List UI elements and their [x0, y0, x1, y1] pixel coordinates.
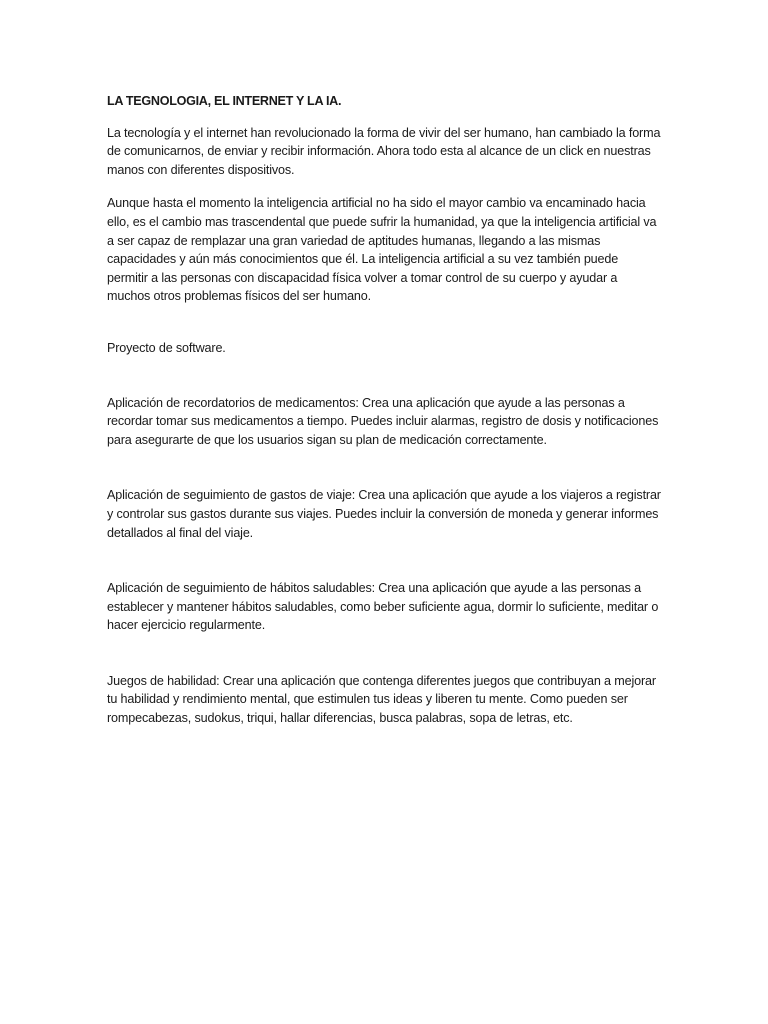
- document-page: [107, 92, 662, 728]
- intro-paragraph: La tecnología y el internet han revolucionado la forma de vivir del ser humano, han cambiado la forma de comunicarnos, de enviar y recibir información. Ahora todo esta al alcance de un click en nuestras manos con diferentes dispositivos.: [107, 125, 661, 177]
- ai-paragraph: Aunque hasta el momento la inteligencia artificial no ha sido el mayor cambio va encaminado hacia ello, es el cambio mas trascendental que puede sufrir la humanidad, ya que la inteligencia artificial va a ser capaz de remplazar una gran variedad de aptitudes humanas, llegando a las mismas capacidades y aún más conocimientos que él. La inteligencia artificial a su vez también puede permitir a las personas con discapacidad física volver a tomar control de su cuerpo y ayudar a muchos otros problemas físicos del ser humano.: [107, 196, 657, 304]
- project-item-skill-games: Juegos de habilidad: Crear una aplicación que contenga diferentes juegos que contribuyan a mejorar tu habilidad y rendimiento mental, que estimulen tus ideas y liberen tu mente. Como pueden ser rompecabezas, sudokus, triqui, hallar diferencias, busca palabras, sopa de letras, etc.: [107, 673, 656, 726]
- document-title: LA TEGNOLOGIA, EL INTERNET Y LA IA.: [107, 94, 342, 108]
- section-heading: Proyecto de software.: [107, 340, 226, 355]
- project-item-travel-expenses: Aplicación de seguimiento de gastos de viaje: Crea una aplicación que ayude a los viajeros a registrar y controlar sus gastos durante sus viajes. Puedes incluir la conversión de moneda y generar informes detallados al final del viaje.: [107, 488, 661, 540]
- project-item-medication: Aplicación de recordatorios de medicamentos: Crea una aplicación que ayude a las personas a recordar tomar sus medicamentos a tiempo. Puedes incluir alarmas, registro de dosis y notificaciones para asegurarte de que los usuarios sigan su plan de medicación correctamente.: [107, 395, 659, 447]
- project-item-healthy-habits: Aplicación de seguimiento de hábitos saludables: Crea una aplicación que ayude a las personas a establecer y mantener hábitos saludables, como beber suficiente agua, dormir lo suficiente, meditar o hacer ejercicio regularmente.: [107, 581, 659, 633]
